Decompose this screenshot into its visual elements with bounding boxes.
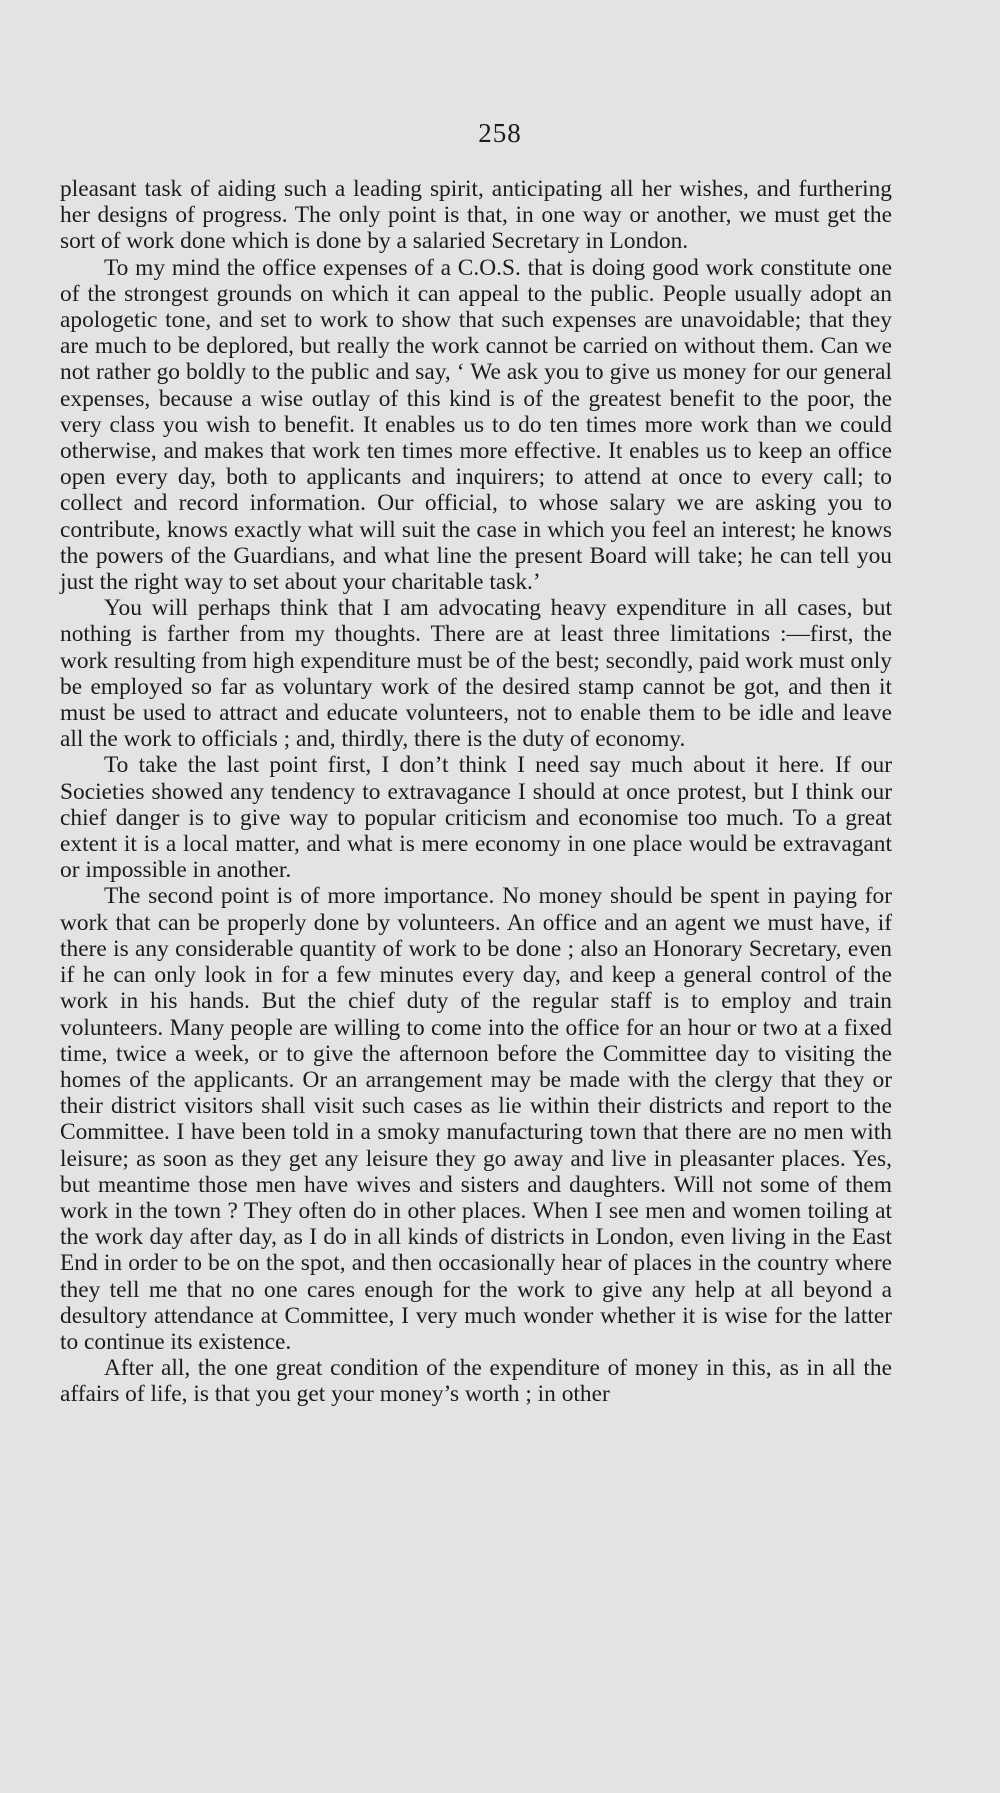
- paragraph: After all, the one great condition of the expenditure of money in this, as in all the affairs of life, is that you get your money’s worth ; in other: [60, 1355, 892, 1408]
- paragraph: The second point is of more importance. No money should be spent in paying for work that can be properly done by volunteers. An office and an agent we must have, if there is any considerable quantity of work to be done ; also an Honorary Secretary, even if he can only look in for a few minutes every day, and keep a general control of the work in his hands. But the chief duty of the regular staff is to employ and train volunteers. Many people are willing to come into the office for an hour or two at a fixed time, twice a week, or to give the afternoon before the Committee day to visiting the homes of the applicants. Or an arrangement may be made with the clergy that they or their district visitors shall visit such cases as lie within their districts and report to the Committee. I have been told in a smoky manufacturing town that there are no men with leisure; as soon as they get any leisure they go away and live in pleasanter places. Yes, but meantime those men have wives and sisters and daughters. Will not some of them work in the town ? They often do in other places. When I see men and women toiling at the work day after day, as I do in all kinds of districts in London, even living in the East End in order to be on the spot, and then occasionally hear of places in the country where they tell me that no one cares enough for the work to give any help at all beyond a desultory attendance at Committee, I very much wonder whether it is wise for the latter to continue its existence.: [60, 883, 892, 1355]
- paragraph: To my mind the office expenses of a C.O.S. that is doing good work constitute one of the strongest grounds on which it can appeal to the public. People usually adopt an apologetic tone, and set to work to show that such expenses are unavoidable; that they are much to be deplored, but really the work cannot be carried on without them. Can we not rather go boldly to the public and say, ‘ We ask you to give us money for our general expenses, because a wise outlay of this kind is of the greatest benefit to the poor, the very class you wish to benefit. It enables us to do ten times more work than we could otherwise, and makes that work ten times more effective. It enables us to keep an office open every day, both to applicants and inquirers; to attend at once to every call; to collect and record information. Our official, to whose salary we are asking you to contribute, knows exactly what will suit the case in which you feel an interest; he knows the powers of the Guardians, and what line the present Board will take; he can tell you just the right way to set about your charitable task.’: [60, 254, 892, 596]
- paragraph: To take the last point first, I don’t think I need say much about it here. If our Societies showed any tendency to extravagance I should at once protest, but I think our chief danger is to give way to popular criticism and economise too much. To a great extent it is a local matter, and what is mere economy in one place would be extravagant or impossible in another.: [60, 752, 892, 884]
- paragraph: pleasant task of aiding such a leading spirit, anticipating all her wishes, and furthering her designs of progress. The only point is that, in one way or another, we must get the sort of work done which is done by a salaried Secretary in London.: [60, 176, 892, 255]
- page-number: 258: [478, 118, 522, 148]
- body-text: [60, 176, 892, 1408]
- paragraph: You will perhaps think that I am advocating heavy expenditure in all cases, but nothing is farther from my thoughts. There are at least three limitations :—first, the work resulting from high expenditure must be of the best; secondly, paid work must only be employed so far as voluntary work of the desired stamp cannot be got, and then it must be used to attract and educate volunteers, not to enable them to be idle and leave all the work to officials ; and, thirdly, there is the duty of economy.: [60, 595, 892, 753]
